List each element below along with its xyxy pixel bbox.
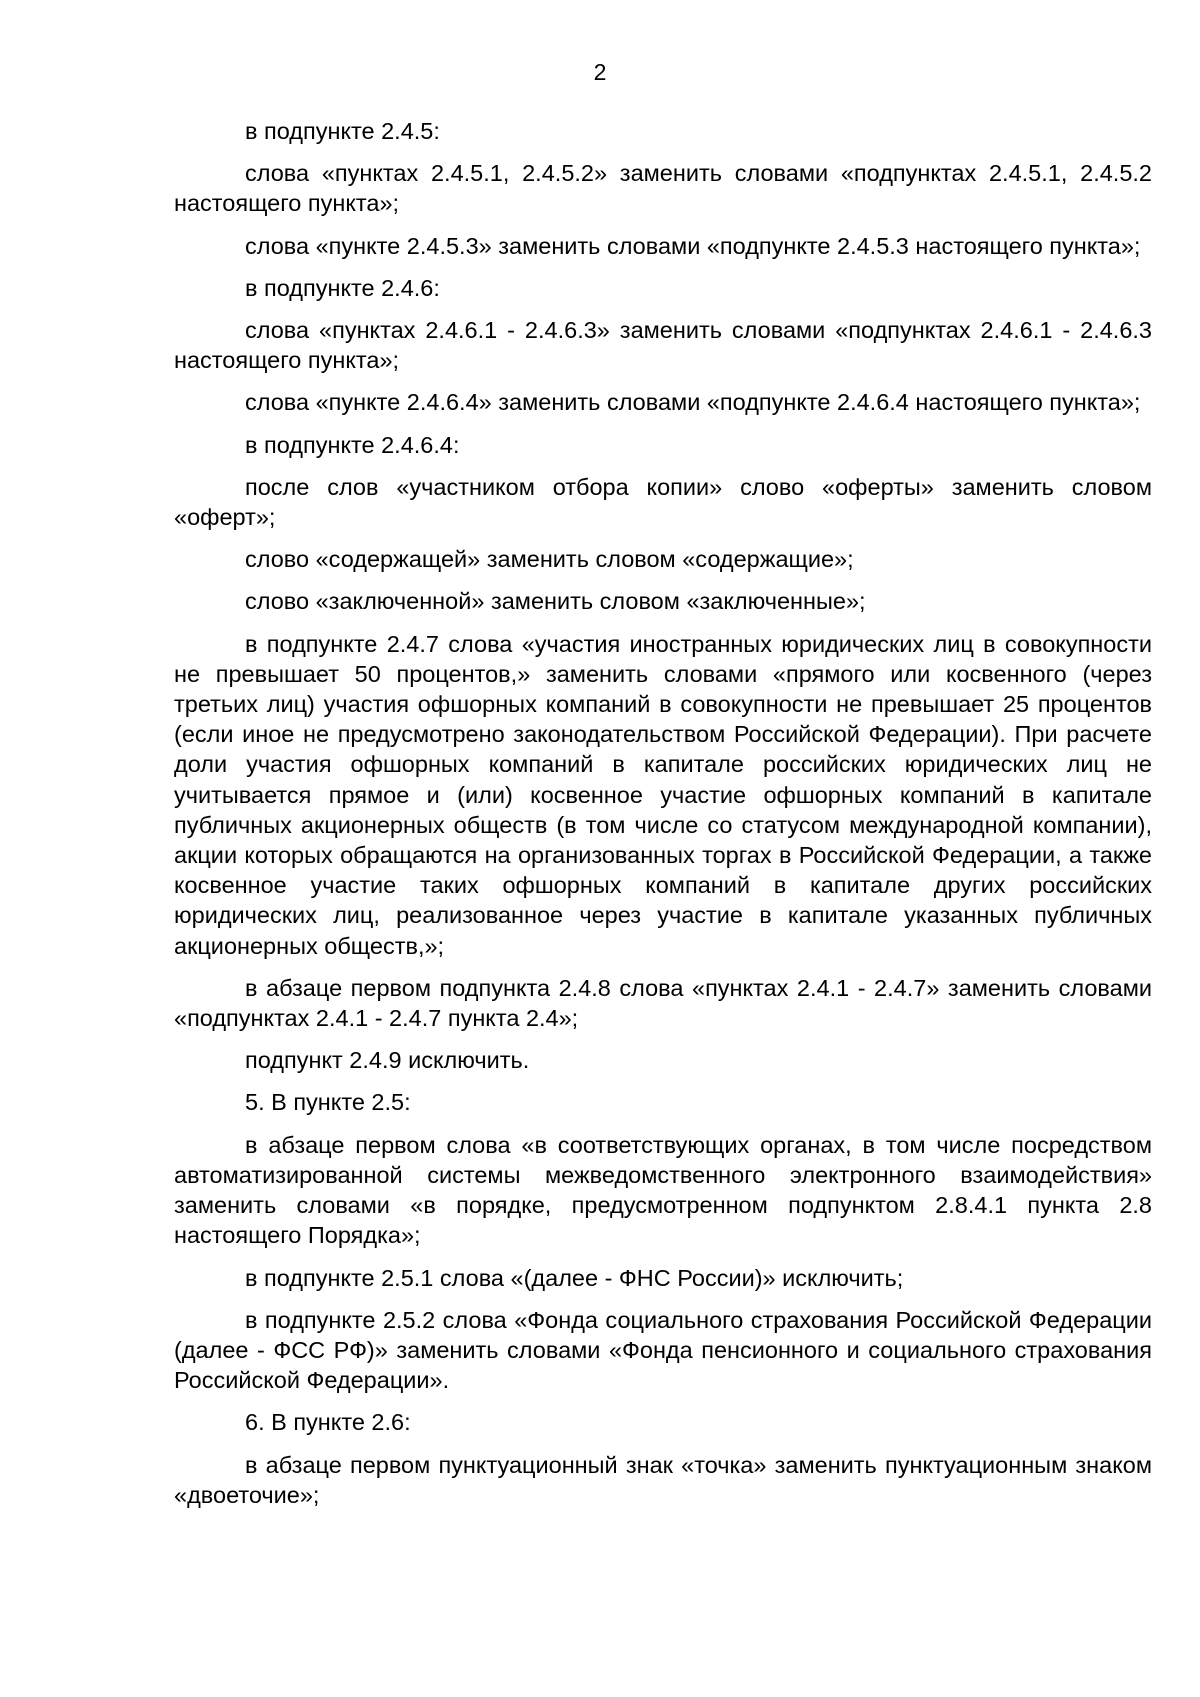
paragraph: в подпункте 2.4.6.4: xyxy=(245,431,460,458)
paragraph: в подпункте 2.5.2 слова «Фонда социального страхования Российской Федерации (далее - ФСС РФ)» заменить словами «Фонда пенсионного и социального страхования Российской Федерации». xyxy=(174,1306,1152,1394)
page-number: 2 xyxy=(593,59,607,85)
paragraph: слово «заключенной» заменить словом «заключенные»; xyxy=(245,588,866,615)
paragraph: слова «пунктах 2.4.5.1, 2.4.5.2» заменить словами «подпунктах 2.4.5.1, 2.4.5.2 настоящего пункта»; xyxy=(174,160,1152,217)
paragraph: подпункт 2.4.9 исключить. xyxy=(245,1047,530,1074)
paragraph: в подпункте 2.4.5: xyxy=(245,118,440,144)
paragraph: в абзаце первом подпункта 2.4.8 слова «пунктах 2.4.1 - 2.4.7» заменить словами «подпунктах 2.4.1 - 2.4.7 пункта 2.4»; xyxy=(174,974,1152,1032)
paragraph: 6. В пункте 2.6: xyxy=(245,1409,411,1436)
paragraph: слова «пунктах 2.4.6.1 - 2.4.6.3» заменить словами «подпунктах 2.4.6.1 - 2.4.6.3 настоящего пункта»; xyxy=(174,317,1152,374)
paragraph: слова «пункте 2.4.5.3» заменить словами «подпункте 2.4.5.3 настоящего пункта»; xyxy=(245,232,1141,259)
paragraph: в подпункте 2.5.1 слова «(далее - ФНС России)» исключить; xyxy=(245,1264,904,1291)
paragraph: в подпункте 2.4.7 слова «участия иностранных юридических лиц в совокупности не превышает 50 процентов,» заменить словами «прямого или косвенного (через третьих лиц) участия офшорных компаний в совокупности не превышает 25 процентов (если иное не предусмотрено законодательством Российской Федерации). При расчете доли участия офшорных компаний в капитале российских юридических лиц не учитывается прямое и (или) косвенное участие офшорных компаний в капитале публичных акционерных обществ (в том числе со статусом международной компании), акции которых обращаются на организованных торгах в Российской Федерации, а также косвенное участие таких офшорных компаний в капитале других российских юридических лиц, реализованное через участие в капитале указанных публичных акционерных обществ,»; xyxy=(174,630,1152,959)
paragraph: слова «пункте 2.4.6.4» заменить словами «подпункте 2.4.6.4 настоящего пункта»; xyxy=(245,389,1141,416)
paragraph: 5. В пункте 2.5: xyxy=(245,1089,411,1116)
paragraph: в подпункте 2.4.6: xyxy=(245,274,440,301)
paragraph: в абзаце первом пунктуационный знак «точка» заменить пунктуационным знаком «двоеточие»; xyxy=(174,1451,1152,1508)
paragraph: в абзаце первом слова «в соответствующих органах, в том числе посредством автоматизированной системы межведомственного электронного взаимодействия» заменить словами «в порядке, предусмотренном подпунктом 2.8.4.1 пункта 2.8 настоящего Порядка»; xyxy=(174,1131,1152,1249)
document-body xyxy=(174,116,1152,1522)
paragraph: после слов «участником отбора копии» слово «оферты» заменить словом «оферт»; xyxy=(174,473,1152,531)
paragraph: слово «содержащей» заменить словом «содержащие»; xyxy=(245,546,854,573)
